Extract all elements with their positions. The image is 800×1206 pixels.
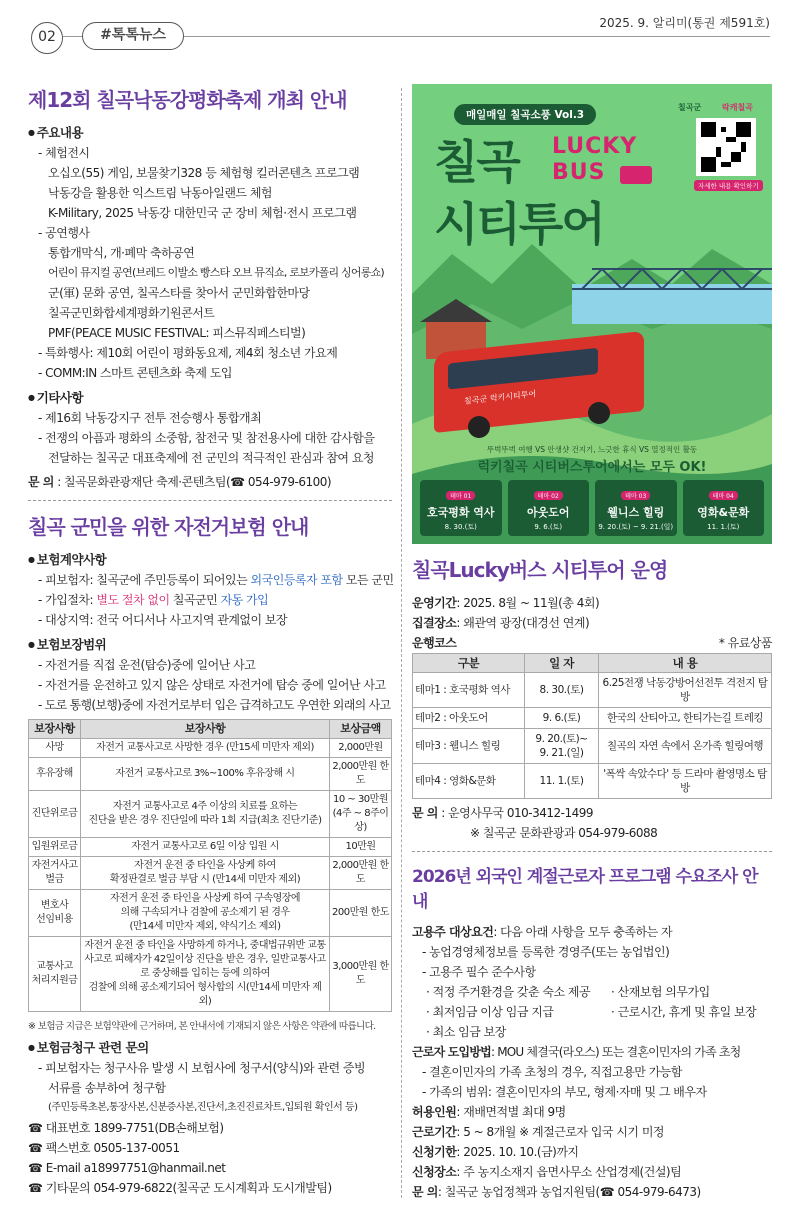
contact-label: 문 의 [412, 806, 438, 820]
comm-event: - COMM:IN 스마트 콘텐츠화 축제 도입 [38, 366, 233, 380]
table-cell: 200만원 한도 [330, 890, 392, 937]
table-row [29, 758, 392, 791]
area-line: - 대상지역: 전국 어디서나 사고지역 관계없이 보장 [38, 613, 288, 627]
column-divider [401, 88, 402, 1198]
table-cell: 입원위로금 [29, 838, 81, 857]
join-pre: - 가입절차: [38, 593, 97, 607]
table-row [413, 673, 772, 708]
insured-post: 모든 군민 [342, 573, 394, 587]
perform-item: 통합개막식, 개·폐막 축하공연 [48, 246, 195, 260]
req-item: - 고용주 필수 준수사항 [422, 965, 536, 979]
theme-date: 11. 1.(토) [707, 523, 740, 531]
festival-title: 제12회 칠곡낙동강평화축제 개최 안내 [28, 88, 347, 112]
theme-name: 영화&문화 [697, 506, 750, 519]
deadline-label: 신청기한 [412, 1145, 457, 1159]
table-cell: 2,000만원 [330, 739, 392, 758]
theme-cards [420, 480, 764, 536]
qr-note: 자세한 내용 확인하기 [694, 180, 763, 191]
poster-bus: BUS [552, 160, 606, 185]
table-cell: 테마3 : 웰니스 힐링 [413, 729, 525, 764]
perform-item: 어린이 뮤지컬 공연(브레드 이발소 빵스타 오브 뮤직쇼, 로보카폴리 싱어롱쇼) [48, 266, 384, 279]
table-header: 내 용 [599, 654, 772, 673]
contact-line: ☎ E-mail a18997751@hanmail.net [28, 1161, 226, 1175]
left-column [28, 84, 392, 1198]
table-header: 일 자 [525, 654, 599, 673]
table-cell: 자전거 운전 중 타인을 사망하게 하거나, 중대법규위반 교통 사고로 피해자가 42일이상 진단을 받은 경우, 일반교통사고 로 중상해를 입히는 등에 의하여 검찰에 의해 공소제기되어 형사합의 시(만14세 미만자 제외) [81, 937, 330, 1012]
bike-title: 칠곡 군민을 위한 자전거보험 안내 [28, 515, 309, 539]
period-label: 운영기간 [412, 596, 457, 610]
table-cell: 테마1 : 호국평화 역사 [413, 673, 525, 708]
join-highlight-red: 별도 절차 없이 [96, 593, 170, 607]
req-label: 고용주 대상요건 [412, 925, 494, 939]
method-item: - 가족의 범위: 결혼이민자의 부모, 형제·자매 및 그 배우자 [422, 1085, 707, 1099]
theme-no: 테마 01 [446, 491, 475, 500]
exhibit-item: K-Military, 2025 낙동강 대한민국 군 장비 체험·전시 프로그램 [48, 206, 357, 220]
range-item: - 자전거를 운전하고 있지 않은 상태로 자전거에 탑승 중에 일어난 사고 [38, 678, 386, 692]
table-cell: 10 ~ 30만원 (4주 ~ 8주이상) [330, 791, 392, 838]
claim-label: ● 보험금청구 관련 문의 [28, 1038, 392, 1056]
poster-title-1: 칠곡 [434, 135, 519, 189]
table-header: 구분 [413, 654, 525, 673]
poster-title-2: 시티투어 [434, 197, 604, 251]
req-grid-item: · 적정 주거환경을 갖춘 숙소 제공 [426, 985, 591, 999]
table-cell: 자전거 교통사고로 3%~100% 후유장해 시 [81, 758, 330, 791]
special-event: - 특화행사: 제10회 어린이 평화동요제, 제4회 청소년 가요제 [38, 346, 338, 360]
qr-code-icon[interactable] [696, 118, 756, 176]
table-header: 보장사항 [81, 720, 330, 739]
req-line [412, 922, 772, 942]
exhibit-item: 오십오(55) 게임, 보물찾기328 등 체험형 킬러콘텐츠 프로그램 [48, 166, 360, 180]
table-header: 보장사항 [29, 720, 81, 739]
theme-date: 8. 30.(토) [444, 523, 477, 531]
method-line [412, 1042, 772, 1062]
table-cell: 9. 6.(토) [525, 708, 599, 729]
insured-highlight: 외국인등록자 포함 [250, 573, 343, 587]
apply-label: 신청장소 [412, 1165, 457, 1179]
course-label: 운행코스 [412, 636, 457, 650]
theme-date: 9. 20.(토) ~ 9. 21.(일) [598, 523, 674, 531]
theme-no: 테마 03 [621, 491, 650, 500]
table-cell: 테마4 : 영화&문화 [413, 764, 525, 799]
table-row [413, 764, 772, 799]
table-row [29, 838, 392, 857]
contact-text: : 칠곡군 농업정책과 농업지원팀(☎ 054-979-6473) [437, 1185, 701, 1199]
deadline-line [412, 1142, 772, 1162]
table-cell: 사망 [29, 739, 81, 758]
exhibit-item: 낙동강을 활용한 익스트림 낙동아일랜드 체험 [48, 186, 273, 200]
table-cell: 6.25전쟁 낙동강방어선전투 격전지 탐방 [599, 673, 772, 708]
range-item: - 도로 통행(보행)중에 자전거로부터 입은 급격하고도 우연한 외래의 사고 [38, 698, 391, 712]
contact-text: : 칠곡문화관광재단 축제·콘텐츠팀(☎ 054-979-6100) [57, 475, 332, 489]
apply-line [412, 1162, 772, 1182]
perform-item: 칠곡군민화합세계평화기원콘서트 [48, 306, 215, 320]
poster-series-pill: 매일매일 칠곡소풍 Vol.3 [454, 104, 596, 125]
table-cell: 2,000만원 한도 [330, 857, 392, 890]
table-cell: 자전거사고 벌금 [29, 857, 81, 890]
course-line [412, 633, 772, 653]
issue-info: 2025. 9. 알리미(통권 제591호) [593, 14, 770, 31]
page-number: 02 [31, 22, 63, 54]
bike-note: ※ 보험금 지급은 보험약관에 근거하며, 본 안내서에 기재되지 않은 사항은 약관에 따릅니다. [28, 1021, 376, 1032]
req-item: - 농업경영체정보를 등록한 경영주(또는 농업법인) [422, 945, 670, 959]
req-grid-item: · 최저임금 이상 임금 지급 [426, 1005, 554, 1019]
bike-coverage-table [28, 719, 392, 1012]
section-separator [412, 851, 772, 852]
theme-date: 9. 6.(토) [534, 523, 563, 531]
table-cell: 9. 20.(토)~ 9. 21.(일) [525, 729, 599, 764]
period-text: : 2025. 8월 ~ 11월(총 4회) [456, 596, 600, 610]
table-row [29, 791, 392, 838]
table-header: 보상금액 [330, 720, 392, 739]
perform-item: 군(軍) 문화 공연, 칠곡스타를 찾아서 군민화합한마당 [48, 286, 310, 300]
allow-line [412, 1102, 772, 1122]
table-row [29, 890, 392, 937]
citytour-poster [412, 84, 772, 544]
join-mid: 칠곡군민 [169, 593, 221, 607]
contact-text: : 운영사무국 010-3412-1499 [441, 806, 593, 820]
period-line [412, 593, 772, 613]
table-cell: 진단위로금 [29, 791, 81, 838]
table-row [29, 857, 392, 890]
section-separator [28, 500, 392, 501]
etc-item: 전달하는 칠곡군 대표축제에 전 군민의 적극적인 관심과 참여 요청 [48, 451, 375, 465]
table-cell: 변호사 선임비용 [29, 890, 81, 937]
poster-logo-lucky: 락캐칠곡 [722, 103, 753, 112]
insured-line [28, 570, 392, 590]
theme-card [420, 480, 502, 536]
table-cell: 교통사고 처리지원금 [29, 937, 81, 1012]
apply-text: : 주 농지소재지 읍면사무소 산업경제(건설)팀 [456, 1165, 682, 1179]
table-cell: '폭싹 속았수다' 등 드라마 촬영명소 탐방 [599, 764, 772, 799]
citytour-contact [412, 803, 772, 823]
term-text: : 5 ~ 8개월 ※ 계절근로자 입국 시기 미정 [456, 1125, 665, 1139]
term-line [412, 1122, 772, 1142]
table-cell: 한국의 산티아고, 한티가는길 트레킹 [599, 708, 772, 729]
poster-slogan: 럭키칠곡 시티버스투어에서는 모두 OK! [477, 460, 707, 475]
theme-name: 호국평화 역사 [426, 506, 495, 519]
table-cell: 자전거 운전 중 타인을 사상케 하여 확정판결로 벌금 부담 시 (만14세 미만자 제외) [81, 857, 330, 890]
table-cell: 후유장해 [29, 758, 81, 791]
contact-line: ☎ 대표번호 1899-7751(DB손해보험) [28, 1121, 224, 1135]
table-row [29, 937, 392, 1012]
method-item: - 결혼이민자의 가족 초청의 경우, 직접고용만 가능함 [422, 1065, 682, 1079]
allow-label: 허용인원 [412, 1105, 457, 1119]
method-label: 근로자 도입방법 [412, 1045, 491, 1059]
table-cell: 3,000만원 한도 [330, 937, 392, 1012]
table-row [413, 708, 772, 729]
citytour-contact-2: ※ 칠곡군 문화관광과 054-979-6088 [470, 826, 658, 840]
table-cell: 11. 1.(토) [525, 764, 599, 799]
range-item: - 자전거를 직접 운전(탑승)중에 일어난 사고 [38, 658, 256, 672]
table-cell: 자전거 교통사고로 4주 이상의 치료를 요하는 진단을 받은 경우 진단일에 따라 1회 지급(최초 진단기준) [81, 791, 330, 838]
table-cell: 10만원 [330, 838, 392, 857]
table-cell: 자전거 교통사고로 6일 이상 입원 시 [81, 838, 330, 857]
req-grid-item: · 산재보험 의무가입 [611, 985, 710, 999]
theme-name: 웰니스 힐링 [607, 506, 665, 519]
theme-card [508, 480, 590, 536]
etc-item: - 전쟁의 아픔과 평화의 소중함, 참전국 및 참전용사에 대한 감사함을 [38, 431, 375, 445]
table-cell: 자전거 교통사고로 사망한 경우 (만15세 미만자 제외) [81, 739, 330, 758]
perform-label: - 공연행사 [38, 226, 90, 240]
term-label: 근로기간 [412, 1125, 457, 1139]
course-table [412, 653, 772, 799]
exhibit-label: - 체험전시 [38, 146, 90, 160]
festival-contact [28, 472, 392, 492]
table-cell: 테마2 : 아웃도어 [413, 708, 525, 729]
deadline-text: : 2025. 10. 10.(금)까지 [456, 1145, 579, 1159]
table-row [413, 729, 772, 764]
req-grid-item: · 최소 임금 보장 [426, 1025, 506, 1039]
place-label: 집결장소 [412, 616, 457, 630]
req-grid [412, 982, 772, 1042]
poster-subtitle: 뚜벅뚜벅 여행 VS 안생샷 건지기, 느긋한 휴식 VS 열정적인 활동 [486, 445, 698, 454]
join-highlight-blue: 자동 가입 [220, 593, 269, 607]
bus-wheel [468, 416, 490, 438]
citytour-title: 칠곡Lucky버스 시티투어 운영 [412, 558, 668, 582]
table-cell: 자전거 운전 중 타인을 사상케 하여 구속영장에 의해 구속되거나 검찰에 공소제기 된 경우 (만14세 미만자 제외, 약식기소 제외) [81, 890, 330, 937]
table-cell: 칠곡의 자연 속에서 온가족 힐링여행 [599, 729, 772, 764]
theme-no: 테마 02 [534, 491, 563, 500]
claim-docs: (주민등록초본,통장사본,신분증사본,진단서,초진진료차트,입퇴원 확인서 등) [48, 1102, 358, 1113]
theme-name: 아웃도어 [526, 506, 570, 519]
contact-line: ☎ 팩스번호 0505-137-0051 [28, 1141, 180, 1155]
contact-label: 문 의 [28, 475, 54, 489]
method-text: : MOU 체결국(라오스) 또는 결혼이민자의 가족 초청 [490, 1045, 741, 1059]
theme-no: 테마 04 [709, 491, 738, 500]
festival-main-label: ● 주요내용 [28, 123, 392, 141]
allow-text: : 재배면적별 최대 9명 [456, 1105, 566, 1119]
bus-label: 칠곡군 럭키시티투어 [464, 389, 537, 406]
theme-card [595, 480, 677, 536]
section-tag: #톡톡뉴스 [82, 22, 184, 50]
req-grid-item: · 근로시간, 휴게 및 휴일 보장 [611, 1005, 757, 1019]
contact-line: ☎ 기타문의 054-979-6822(칠곡군 도시계획과 도시개발팀) [28, 1181, 332, 1195]
paid-note: * 유료상품 [718, 636, 772, 650]
table-cell: 2,000만원 한도 [330, 758, 392, 791]
festival-etc-label: ● 기타사항 [28, 388, 392, 406]
claim-item: - 피보험자는 청구사유 발생 시 보험사에 청구서(양식)와 관련 증빙 [38, 1061, 366, 1075]
right-column [412, 84, 772, 1202]
place-line [412, 613, 772, 633]
perform-item: PMF(PEACE MUSIC FESTIVAL: 피스뮤직페스티벌) [48, 326, 306, 340]
worker-contact [412, 1182, 772, 1202]
poster-lucky: LUCKY [552, 134, 638, 159]
place-text: : 왜관역 광장(대경선 연계) [456, 616, 590, 630]
insured-pre: - 피보험자: 칠곡군에 주민등록이 되어있는 [38, 573, 251, 587]
worker-title: 2026년 외국인 계절근로자 프로그램 수요조사 안내 [412, 867, 758, 912]
req-text: : 다음 아래 사항을 모두 충족하는 자 [493, 925, 673, 939]
table-cell: 8. 30.(토) [525, 673, 599, 708]
poster-logo-chilgok: 칠곡군 [678, 103, 702, 112]
join-line [28, 590, 392, 610]
bike-contract-label: ● 보험계약사항 [28, 550, 392, 568]
contact-label: 문 의 [412, 1185, 438, 1199]
bus-wheel [588, 402, 610, 424]
etc-item: - 제16회 낙동강지구 전투 전승행사 통합개최 [38, 411, 262, 425]
table-row [29, 739, 392, 758]
theme-card [683, 480, 765, 536]
claim-item: 서류를 송부하여 청구함 [48, 1081, 166, 1095]
bike-range-label: ● 보험보장범위 [28, 635, 392, 653]
bus-icon [620, 166, 652, 184]
